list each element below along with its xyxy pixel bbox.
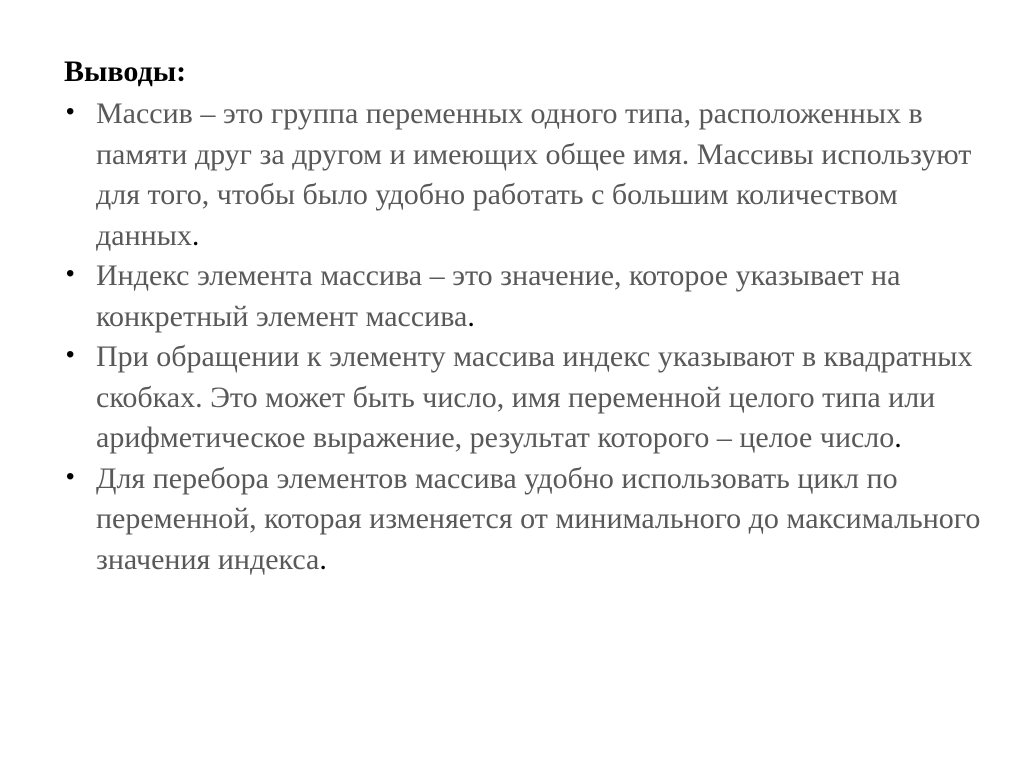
list-item xyxy=(64,94,984,256)
list-item xyxy=(64,256,984,337)
list-item xyxy=(64,459,984,581)
list-item-end: . xyxy=(319,542,327,576)
list-item-body: Индекс элемента массива – это значение, которое указывает на конкретный элемент массива xyxy=(96,259,901,333)
list-item-text xyxy=(96,256,984,337)
slide-heading: Выводы: xyxy=(64,55,187,88)
conclusions-list xyxy=(64,94,984,580)
list-item-text xyxy=(96,337,984,459)
list-item-text xyxy=(96,459,984,581)
bullet-icon: • xyxy=(66,341,75,368)
bullet-icon: • xyxy=(66,260,75,287)
list-item-end: . xyxy=(894,421,902,454)
list-item-body: Массив – это группа переменных одного типа, расположенных в памяти друг за другом и имеющих общее имя. Массивы используют для того, чтобы было удобно работать с большим количеством данных xyxy=(96,97,972,252)
bullet-icon: • xyxy=(66,462,75,490)
list-item-end: . xyxy=(467,299,475,333)
list-item-body: При обращении к элементу массива индекс указывают в квадратных скобках. Это может быть число, имя переменной целого типа или арифметическое выражение, результат которого – целое число xyxy=(96,340,973,454)
list-item-body: Для перебора элементов массива удобно использовать цикл по переменной, которая изменяется от минимального до максимального значения индекса xyxy=(96,461,981,576)
slide-content xyxy=(64,52,984,580)
list-item-text xyxy=(96,94,984,256)
list-item xyxy=(64,337,984,459)
list-item-end: . xyxy=(191,218,200,252)
bullet-icon: • xyxy=(66,98,75,125)
